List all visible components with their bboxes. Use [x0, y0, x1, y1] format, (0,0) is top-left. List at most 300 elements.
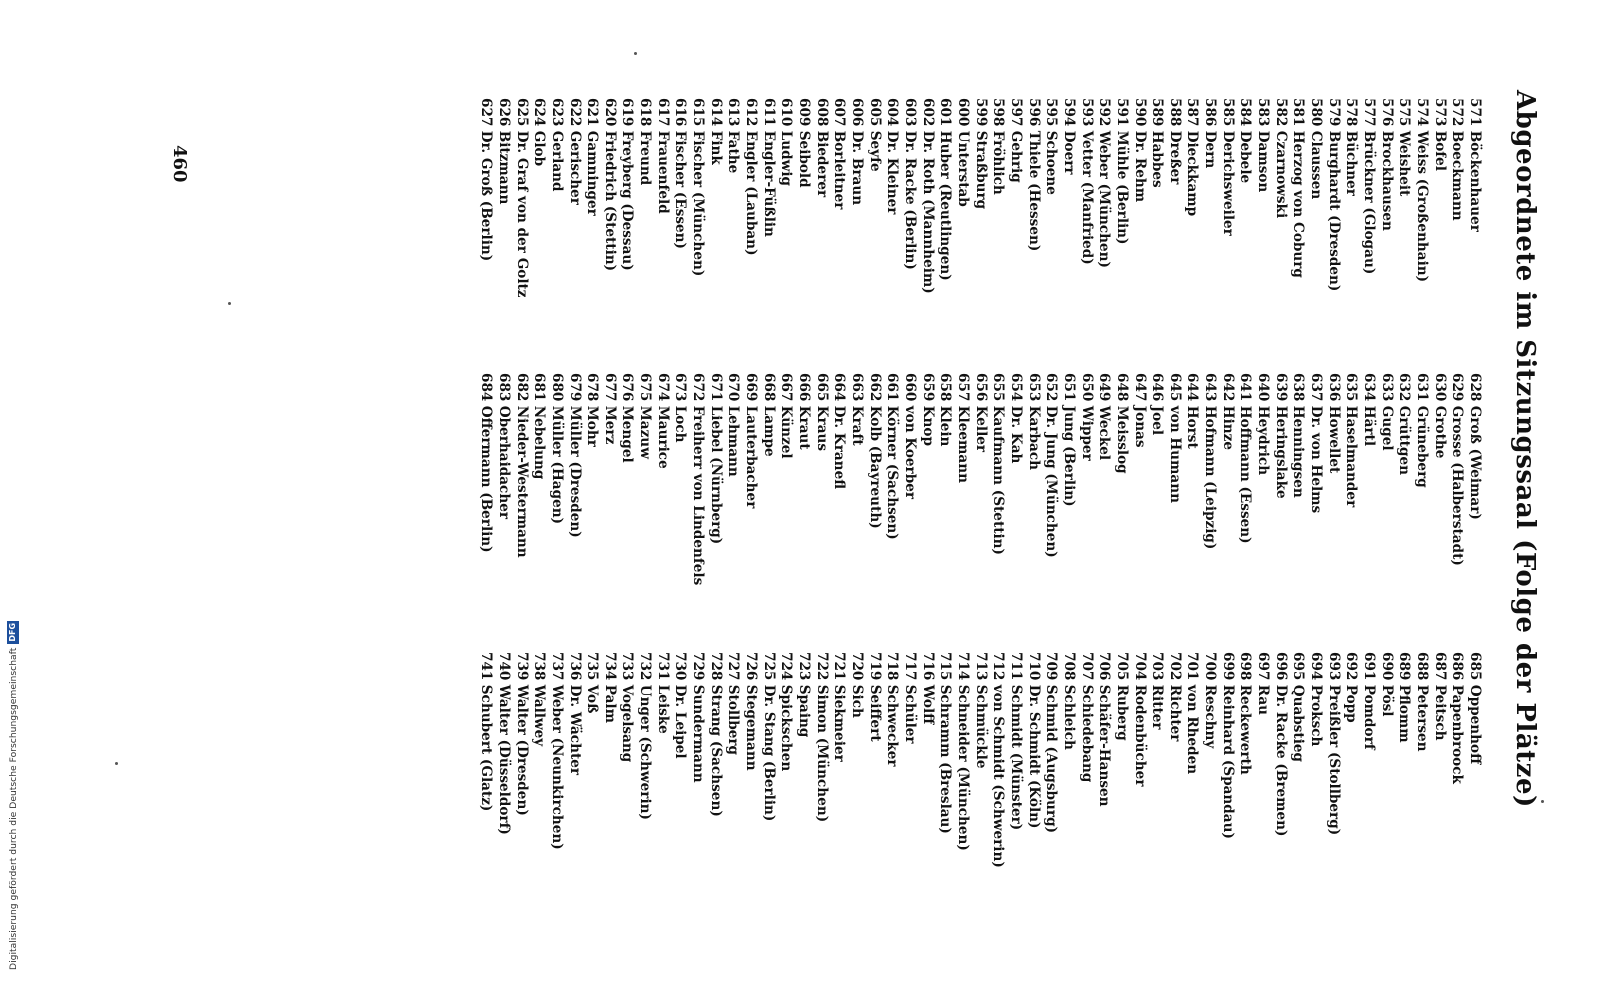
seat-entry — [971, 373, 989, 585]
seat-number: 723 — [796, 652, 813, 681]
seat-number: 612 — [743, 98, 760, 127]
seat-number: 667 — [778, 373, 795, 402]
seat-number: 645 — [1166, 373, 1183, 402]
deputy-name: Dr. Roth (Mannheim) — [919, 130, 936, 294]
seat-number: 616 — [672, 98, 689, 127]
seat-entry — [512, 652, 530, 868]
seat-number: 641 — [1237, 373, 1254, 402]
seat-number: 626 — [495, 98, 512, 127]
deputy-name: Schmückle — [972, 684, 989, 769]
seat-number: 688 — [1414, 652, 1431, 681]
deputy-name: Jung (Berlin) — [1060, 405, 1077, 507]
deputy-name: Dern — [1202, 130, 1219, 169]
seat-number: 706 — [1096, 652, 1113, 681]
seat-entry — [1395, 373, 1413, 585]
seat-entry — [583, 652, 601, 868]
deputy-name: Dr. Stang (Berlin) — [760, 684, 777, 822]
seat-number: 715 — [937, 652, 954, 681]
deputy-name: Proksch — [1308, 684, 1325, 747]
seat-number: 668 — [760, 373, 777, 402]
seat-number: 731 — [654, 652, 671, 681]
deputy-name: Schüler — [902, 684, 918, 744]
deputy-name: Dieckkamp — [1184, 130, 1201, 217]
seat-number: 595 — [1043, 98, 1060, 127]
seat-entry — [971, 98, 989, 298]
seat-number: 579 — [1325, 98, 1342, 127]
deputy-name: Czarnowski — [1272, 130, 1289, 219]
seat-entry — [512, 98, 530, 298]
deputy-name: Böckenhauer — [1467, 130, 1483, 232]
deputy-name: Schramm (Breslau) — [937, 684, 954, 834]
seat-entry — [936, 98, 954, 298]
seat-entry — [688, 373, 706, 585]
deputy-name: Stollberg — [725, 684, 742, 756]
seat-number: 586 — [1202, 98, 1219, 127]
deputy-name: Leiske — [654, 684, 671, 734]
seat-entry — [724, 373, 742, 585]
seat-entry — [1377, 652, 1395, 868]
deputy-name: Oberhaidacher — [495, 405, 512, 520]
deputy-name: Kolb (Bayreuth) — [866, 405, 883, 529]
seat-number: 705 — [1113, 652, 1130, 681]
deputy-name: Reinhard (Spandau) — [1219, 684, 1236, 839]
seat-number: 631 — [1414, 373, 1431, 402]
seat-number: 695 — [1290, 652, 1307, 681]
seat-number: 624 — [531, 98, 548, 127]
seat-number: 643 — [1202, 373, 1219, 402]
seat-entry — [1395, 652, 1413, 868]
deputy-name: Walter (Düsseldorf) — [495, 684, 512, 835]
seat-number: 692 — [1343, 652, 1360, 681]
deputy-name: Schneider (München) — [954, 684, 971, 851]
seat-entry — [847, 652, 865, 868]
seat-number: 582 — [1272, 98, 1289, 127]
deputy-name: Schoene — [1043, 130, 1060, 195]
deputy-name: Brockhausen — [1378, 130, 1395, 231]
seat-entry — [1201, 652, 1219, 868]
seat-number: 604 — [884, 98, 901, 127]
seat-entry — [900, 98, 918, 298]
seat-number: 697 — [1255, 652, 1272, 681]
seat-entry — [1183, 373, 1201, 585]
seat-number: 693 — [1325, 652, 1342, 681]
seat-entry — [1042, 652, 1060, 868]
deputy-name: Mühle (Berlin) — [1113, 130, 1130, 245]
deputy-name: Claussen — [1308, 130, 1325, 200]
seat-entry — [1289, 652, 1307, 868]
seat-number: 571 — [1467, 98, 1483, 127]
seat-entry — [547, 373, 565, 585]
seat-number: 609 — [796, 98, 813, 127]
seat-entry — [865, 652, 883, 868]
seat-entry — [918, 652, 936, 868]
deputy-name: Hofmann (Leipzig) — [1202, 405, 1219, 550]
seat-number: 630 — [1431, 373, 1448, 402]
deputy-name: Thiele (Hessen) — [1025, 130, 1042, 252]
seat-number: 685 — [1467, 652, 1483, 681]
deputy-name: Freyberg (Dessau) — [619, 130, 636, 271]
deputy-name: Reschny — [1202, 684, 1219, 749]
seat-number: 639 — [1272, 373, 1289, 402]
seat-entry — [1042, 373, 1060, 585]
seat-entry — [1430, 373, 1448, 585]
seat-entry — [1271, 98, 1289, 298]
seat-entry — [883, 652, 901, 868]
seat-number: 632 — [1396, 373, 1413, 402]
seat-number: 694 — [1308, 652, 1325, 681]
seat-number: 658 — [937, 373, 954, 402]
seat-entry — [494, 98, 512, 298]
seat-number: 648 — [1113, 373, 1130, 402]
deputy-name: Weber (Neunkirchen) — [548, 684, 565, 850]
seat-number: 699 — [1219, 652, 1236, 681]
deputy-name: Damson — [1255, 130, 1272, 193]
seat-number: 676 — [619, 373, 636, 402]
seat-entry — [1183, 98, 1201, 298]
seat-number: 652 — [1043, 373, 1060, 402]
seat-entry — [1077, 652, 1095, 868]
deputy-name: Nebelung — [531, 405, 548, 480]
deputy-name: Schmid (Augsburg) — [1043, 684, 1060, 834]
seat-number: 662 — [866, 373, 883, 402]
seat-entry — [883, 373, 901, 585]
seat-number: 590 — [1131, 98, 1148, 127]
deputy-name: Reckewerth — [1237, 684, 1254, 775]
seat-entry — [830, 652, 848, 868]
seat-entry — [600, 98, 618, 298]
seat-entry — [1448, 373, 1466, 585]
seat-entry — [830, 373, 848, 585]
seat-entry — [900, 652, 918, 868]
deputy-name: Habbes — [1149, 130, 1166, 188]
seat-number: 673 — [672, 373, 689, 402]
seat-number: 589 — [1149, 98, 1166, 127]
seat-entry — [812, 373, 830, 585]
seat-entry — [1359, 373, 1377, 585]
deputy-name: Kaufmann (Stettin) — [990, 405, 1007, 555]
seat-number: 656 — [972, 373, 989, 402]
deputy-name: Dr. Wächter — [566, 684, 583, 776]
seat-entry — [671, 652, 689, 868]
deputy-name: Körner (Sachsen) — [884, 405, 901, 540]
seat-number: 703 — [1149, 652, 1166, 681]
seat-entry — [777, 652, 795, 868]
seat-number: 610 — [778, 98, 795, 127]
seat-number: 607 — [831, 98, 848, 127]
seat-number: 661 — [884, 373, 901, 402]
seat-entry — [1201, 98, 1219, 298]
seat-number: 574 — [1414, 98, 1431, 127]
deputy-name: Müller (Hagen) — [548, 405, 565, 525]
seat-number: 592 — [1096, 98, 1113, 127]
deputy-name: Haselmander — [1343, 405, 1360, 508]
seat-entry — [653, 373, 671, 585]
seat-entry — [706, 373, 724, 585]
seat-number: 679 — [566, 373, 583, 402]
deputy-name: Schiedebang — [1078, 684, 1095, 783]
deputy-name: Grothe — [1431, 405, 1448, 459]
deputy-name: Mengel — [619, 405, 636, 463]
deputy-name: Dr. Kah — [1007, 405, 1024, 464]
seat-entry — [741, 652, 759, 868]
seat-entry — [918, 98, 936, 298]
deputy-name: Dr. Schmidt (Köln) — [1025, 684, 1042, 829]
seat-number: 642 — [1219, 373, 1236, 402]
seat-entry — [1236, 373, 1254, 585]
seat-number: 687 — [1431, 652, 1448, 681]
deputy-name: Mohr — [584, 405, 601, 447]
seat-entry — [865, 98, 883, 298]
seat-number: 669 — [743, 373, 760, 402]
seat-number: 617 — [654, 98, 671, 127]
seat-number: 704 — [1131, 652, 1148, 681]
seat-number: 601 — [937, 98, 954, 127]
seat-entry — [1095, 373, 1113, 585]
seat-number: 572 — [1449, 98, 1466, 127]
seat-entry — [494, 652, 512, 868]
seat-entry — [759, 652, 777, 868]
seat-entry — [706, 652, 724, 868]
seat-entry — [1359, 652, 1377, 868]
seat-entry — [900, 373, 918, 585]
seat-entry — [636, 98, 654, 298]
seat-entry — [724, 98, 742, 298]
seat-entry — [794, 98, 812, 298]
seat-number: 651 — [1060, 373, 1077, 402]
deputy-name: Walter (Dresden) — [513, 684, 530, 816]
seat-number: 605 — [866, 98, 883, 127]
seat-number: 625 — [513, 98, 530, 127]
deputy-name: Schwecker — [884, 684, 901, 767]
seat-entry — [1059, 652, 1077, 868]
seat-number: 635 — [1343, 373, 1360, 402]
deputy-name: Knop — [919, 405, 936, 447]
seat-entry — [653, 98, 671, 298]
deputy-name: Papenbroock — [1449, 684, 1466, 784]
seat-entry — [1448, 652, 1466, 868]
deputy-name: Herzog von Coburg — [1290, 130, 1307, 278]
deputy-name: Straßburg — [972, 130, 989, 210]
seat-number: 738 — [531, 652, 548, 681]
seat-entry — [1006, 98, 1024, 298]
seat-entry — [1112, 98, 1130, 298]
seat-number: 707 — [1078, 652, 1095, 681]
deputy-name: Weckel — [1096, 405, 1113, 461]
seat-number: 711 — [1007, 652, 1024, 681]
seat-number: 700 — [1202, 652, 1219, 681]
seat-entry — [1412, 652, 1430, 868]
seat-number: 575 — [1396, 98, 1413, 127]
seat-number: 734 — [601, 652, 618, 681]
deputy-name: Engler (Lauban) — [743, 130, 760, 256]
seat-entry — [512, 373, 530, 585]
deputy-name: Gehrig — [1007, 130, 1024, 183]
deputy-name: Heringslake — [1272, 405, 1289, 499]
deputy-name: Peitsch — [1431, 684, 1448, 741]
deputy-name: Petersen — [1414, 684, 1431, 752]
seat-entry — [530, 373, 548, 585]
deputy-name: Siekmeier — [831, 684, 848, 762]
seat-number: 691 — [1361, 652, 1378, 681]
seat-number: 733 — [619, 652, 636, 681]
deputy-name: Müller (Dresden) — [566, 405, 583, 538]
seat-entry — [794, 652, 812, 868]
deputy-name: Dr. Kleiner — [884, 130, 901, 215]
seat-entry — [777, 373, 795, 585]
seat-number: 593 — [1078, 98, 1095, 127]
seat-entry — [600, 652, 618, 868]
seat-entry — [1218, 652, 1236, 868]
seat-number: 580 — [1308, 98, 1325, 127]
seat-entry — [1077, 373, 1095, 585]
deputy-name: Biederer — [813, 130, 830, 198]
deputy-name: Simon (München) — [813, 684, 830, 823]
seat-number: 613 — [725, 98, 742, 127]
seat-entry — [724, 652, 742, 868]
seat-entry — [1183, 652, 1201, 868]
scan-speck — [115, 762, 118, 765]
deputy-name: Stegemann — [743, 684, 760, 771]
seat-entry — [1218, 98, 1236, 298]
seat-entry — [847, 98, 865, 298]
deputy-name: Richter — [1166, 684, 1183, 742]
seat-number: 727 — [725, 652, 742, 681]
deputy-name: Fink — [707, 130, 724, 165]
deputy-name: Quabstieg — [1290, 684, 1307, 763]
seat-number: 614 — [707, 98, 724, 127]
seat-entry — [865, 373, 883, 585]
deputy-name: Mazuw — [637, 405, 654, 459]
seat-entry — [1289, 98, 1307, 298]
deputy-name: Dr. Racke (Berlin) — [902, 130, 918, 270]
funding-note — [6, 598, 20, 970]
seat-number: 629 — [1449, 373, 1466, 402]
deputy-name: Merz — [601, 405, 618, 445]
seat-entry — [494, 373, 512, 585]
deputy-name: Büchner — [1343, 130, 1360, 196]
deputy-name: Jonas — [1131, 405, 1148, 448]
deputy-name: Wipper — [1078, 405, 1095, 461]
seat-number: 684 — [478, 373, 495, 402]
seat-number: 665 — [813, 373, 830, 402]
deputy-name: Dr. Leipel — [672, 684, 689, 759]
seat-number: 708 — [1060, 652, 1077, 681]
seat-entry — [1095, 98, 1113, 298]
deputy-name: Burghardt (Dresden) — [1325, 130, 1342, 292]
seat-entry — [1236, 652, 1254, 868]
seat-entry — [953, 652, 971, 868]
seat-number: 578 — [1343, 98, 1360, 127]
seat-number: 663 — [849, 373, 866, 402]
seat-entry — [1306, 652, 1324, 868]
seat-entry — [1253, 652, 1271, 868]
seat-entry — [1430, 98, 1448, 298]
seat-number: 608 — [813, 98, 830, 127]
seat-entry — [1289, 373, 1307, 585]
seat-entry — [918, 373, 936, 585]
seat-entry — [812, 98, 830, 298]
seat-entry — [653, 652, 671, 868]
deputy-name: Huber (Reutlingen) — [937, 130, 954, 281]
deputy-name: Schmidt (Münster) — [1007, 684, 1024, 831]
seat-entry — [1306, 373, 1324, 585]
deputy-name: Dr. Braun — [849, 130, 866, 206]
seat-entry — [1024, 373, 1042, 585]
seat-list-column-3 — [477, 652, 1483, 868]
deputy-name: Brückner (Glogau) — [1361, 130, 1378, 275]
seat-entry — [953, 98, 971, 298]
seat-number: 701 — [1184, 652, 1201, 681]
seat-entry — [1342, 652, 1360, 868]
seat-number: 677 — [601, 373, 618, 402]
seat-entry — [1430, 652, 1448, 868]
deputy-name: Pflomm — [1396, 684, 1413, 743]
seat-number: 690 — [1378, 652, 1395, 681]
seat-number: 621 — [584, 98, 601, 127]
seat-number: 636 — [1325, 373, 1342, 402]
deputy-name: Dr. Racke (Bremen) — [1272, 684, 1289, 837]
page-number: 460 — [169, 145, 190, 183]
seat-entry — [936, 652, 954, 868]
seat-number: 584 — [1237, 98, 1254, 127]
seat-number: 637 — [1308, 373, 1325, 402]
seat-list-column-2 — [477, 373, 1483, 585]
deputy-name: von Rheden — [1184, 684, 1201, 775]
deputy-name: Seiffert — [866, 684, 883, 742]
seat-number: 741 — [478, 652, 495, 681]
seat-number: 596 — [1025, 98, 1042, 127]
seat-number: 588 — [1166, 98, 1183, 127]
seat-entry — [1059, 98, 1077, 298]
seat-number: 660 — [902, 373, 918, 402]
deputy-name: Spickschen — [778, 684, 795, 772]
seat-number: 622 — [566, 98, 583, 127]
deputy-name: Dreßer — [1166, 130, 1183, 185]
seat-number: 721 — [831, 652, 848, 681]
seat-entry — [671, 373, 689, 585]
seat-number: 581 — [1290, 98, 1307, 127]
deputy-name: Karbach — [1025, 405, 1042, 470]
seat-number: 713 — [972, 652, 989, 681]
seat-number: 644 — [1184, 373, 1201, 402]
seat-number: 724 — [778, 652, 795, 681]
seat-entry — [618, 98, 636, 298]
seat-entry — [1130, 98, 1148, 298]
seat-entry — [547, 652, 565, 868]
seat-number: 675 — [637, 373, 654, 402]
deputy-name: Dr. Groß (Berlin) — [478, 130, 495, 262]
deputy-name: Fathe — [725, 130, 742, 174]
deputy-name: Friedrich (Stettin) — [601, 130, 618, 272]
seat-number: 611 — [760, 98, 777, 127]
seat-number: 666 — [796, 373, 813, 402]
deputy-name: Liebel (Nürnberg) — [707, 405, 724, 545]
seat-entry — [1148, 98, 1166, 298]
seat-number: 671 — [707, 373, 724, 402]
deputy-name: Grüttgen — [1396, 405, 1413, 475]
seat-number: 620 — [601, 98, 618, 127]
seat-entry — [1412, 98, 1430, 298]
deputy-name: Bofel — [1431, 130, 1448, 171]
deputy-name: Gerland — [548, 130, 565, 192]
seat-number: 730 — [672, 652, 689, 681]
seat-number: 646 — [1149, 373, 1166, 402]
deputy-name: von Schmidt (Schwerin) — [990, 684, 1007, 868]
seat-entry — [1253, 98, 1271, 298]
seat-number: 647 — [1131, 373, 1148, 402]
seat-number: 719 — [866, 652, 883, 681]
seat-number: 670 — [725, 373, 742, 402]
